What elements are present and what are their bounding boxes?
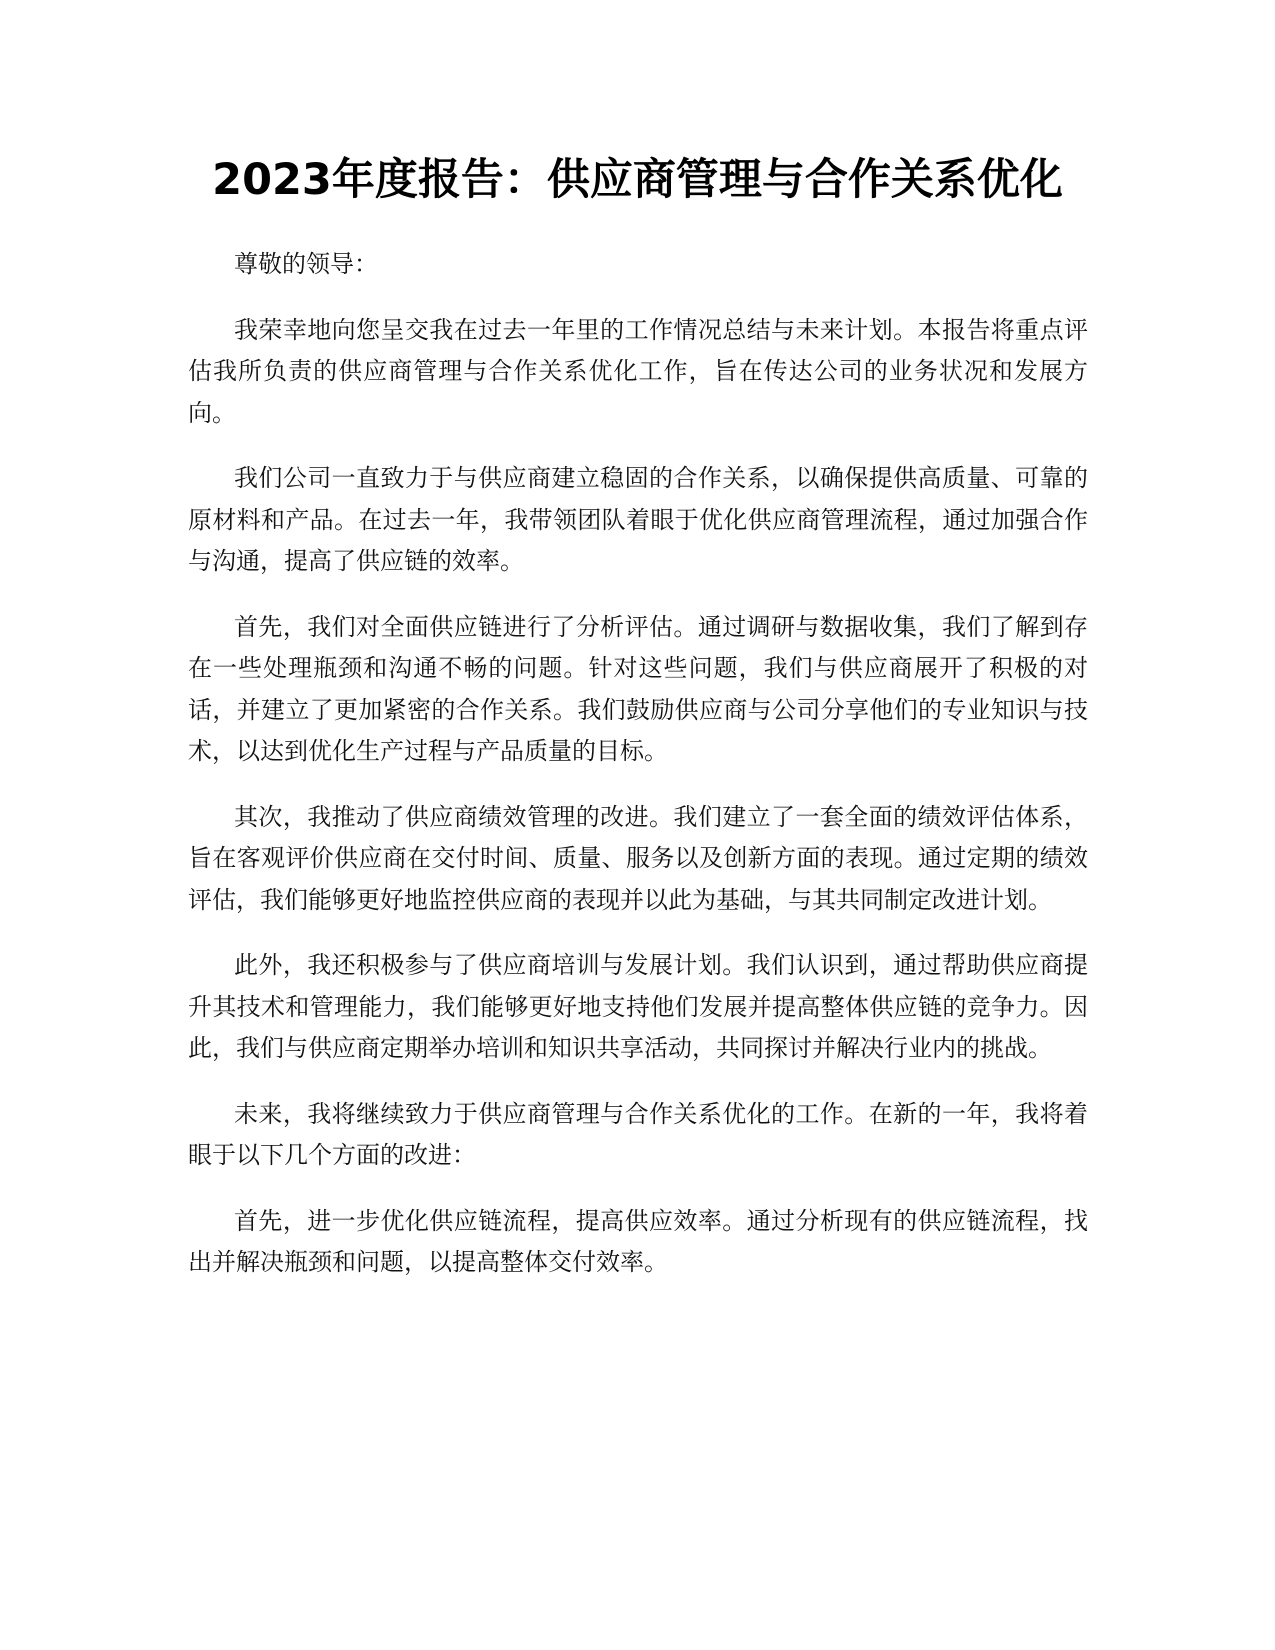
document-body: [188, 244, 1088, 1308]
paragraph-training: 此外，我还积极参与了供应商培训与发展计划。我们认识到，通过帮助供应商提升其技术和管理能力，我们能够更好地支持他们发展并提高整体供应链的竞争力。因此，我们与供应商定期举办培训和知识共享活动，共同探讨并解决行业内的挑战。: [188, 951, 1088, 1062]
paragraph-analysis: 首先，我们对全面供应链进行了分析评估。通过调研与数据收集，我们了解到存在一些处理瓶颈和沟通不畅的问题。针对这些问题，我们与供应商展开了积极的对话，并建立了更加紧密的合作关系。我们鼓励供应商与公司分享他们的专业知识与技术，以达到优化生产过程与产品质量的目标。: [188, 612, 1088, 765]
paragraph-first-improvement: 首先，进一步优化供应链流程，提高供应效率。通过分析现有的供应链流程，找出并解决瓶颈和问题，以提高整体交付效率。: [188, 1206, 1088, 1276]
paragraph-partnership: 我们公司一直致力于与供应商建立稳固的合作关系，以确保提供高质量、可靠的原材料和产品。在过去一年，我带领团队着眼于优化供应商管理流程，通过加强合作与沟通，提高了供应链的效率。: [188, 464, 1088, 575]
salutation: 尊敬的领导：: [234, 250, 378, 278]
paragraph-future: 未来，我将继续致力于供应商管理与合作关系优化的工作。在新的一年，我将着眼于以下几个方面的改进：: [188, 1099, 1088, 1169]
paragraph-intro: 我荣幸地向您呈交我在过去一年里的工作情况总结与未来计划。本报告将重点评估我所负责的供应商管理与合作关系优化工作，旨在传达公司的业务状况和发展方向。: [188, 315, 1088, 427]
document-title: 2023年度报告：供应商管理与合作关系优化: [212, 155, 1063, 205]
paragraph-performance: 其次，我推动了供应商绩效管理的改进。我们建立了一套全面的绩效评估体系，旨在客观评价供应商在交付时间、质量、服务以及创新方面的表现。通过定期的绩效评估，我们能够更好地监控供应商的表现并以此为基础，与其共同制定改进计划。: [188, 802, 1088, 914]
